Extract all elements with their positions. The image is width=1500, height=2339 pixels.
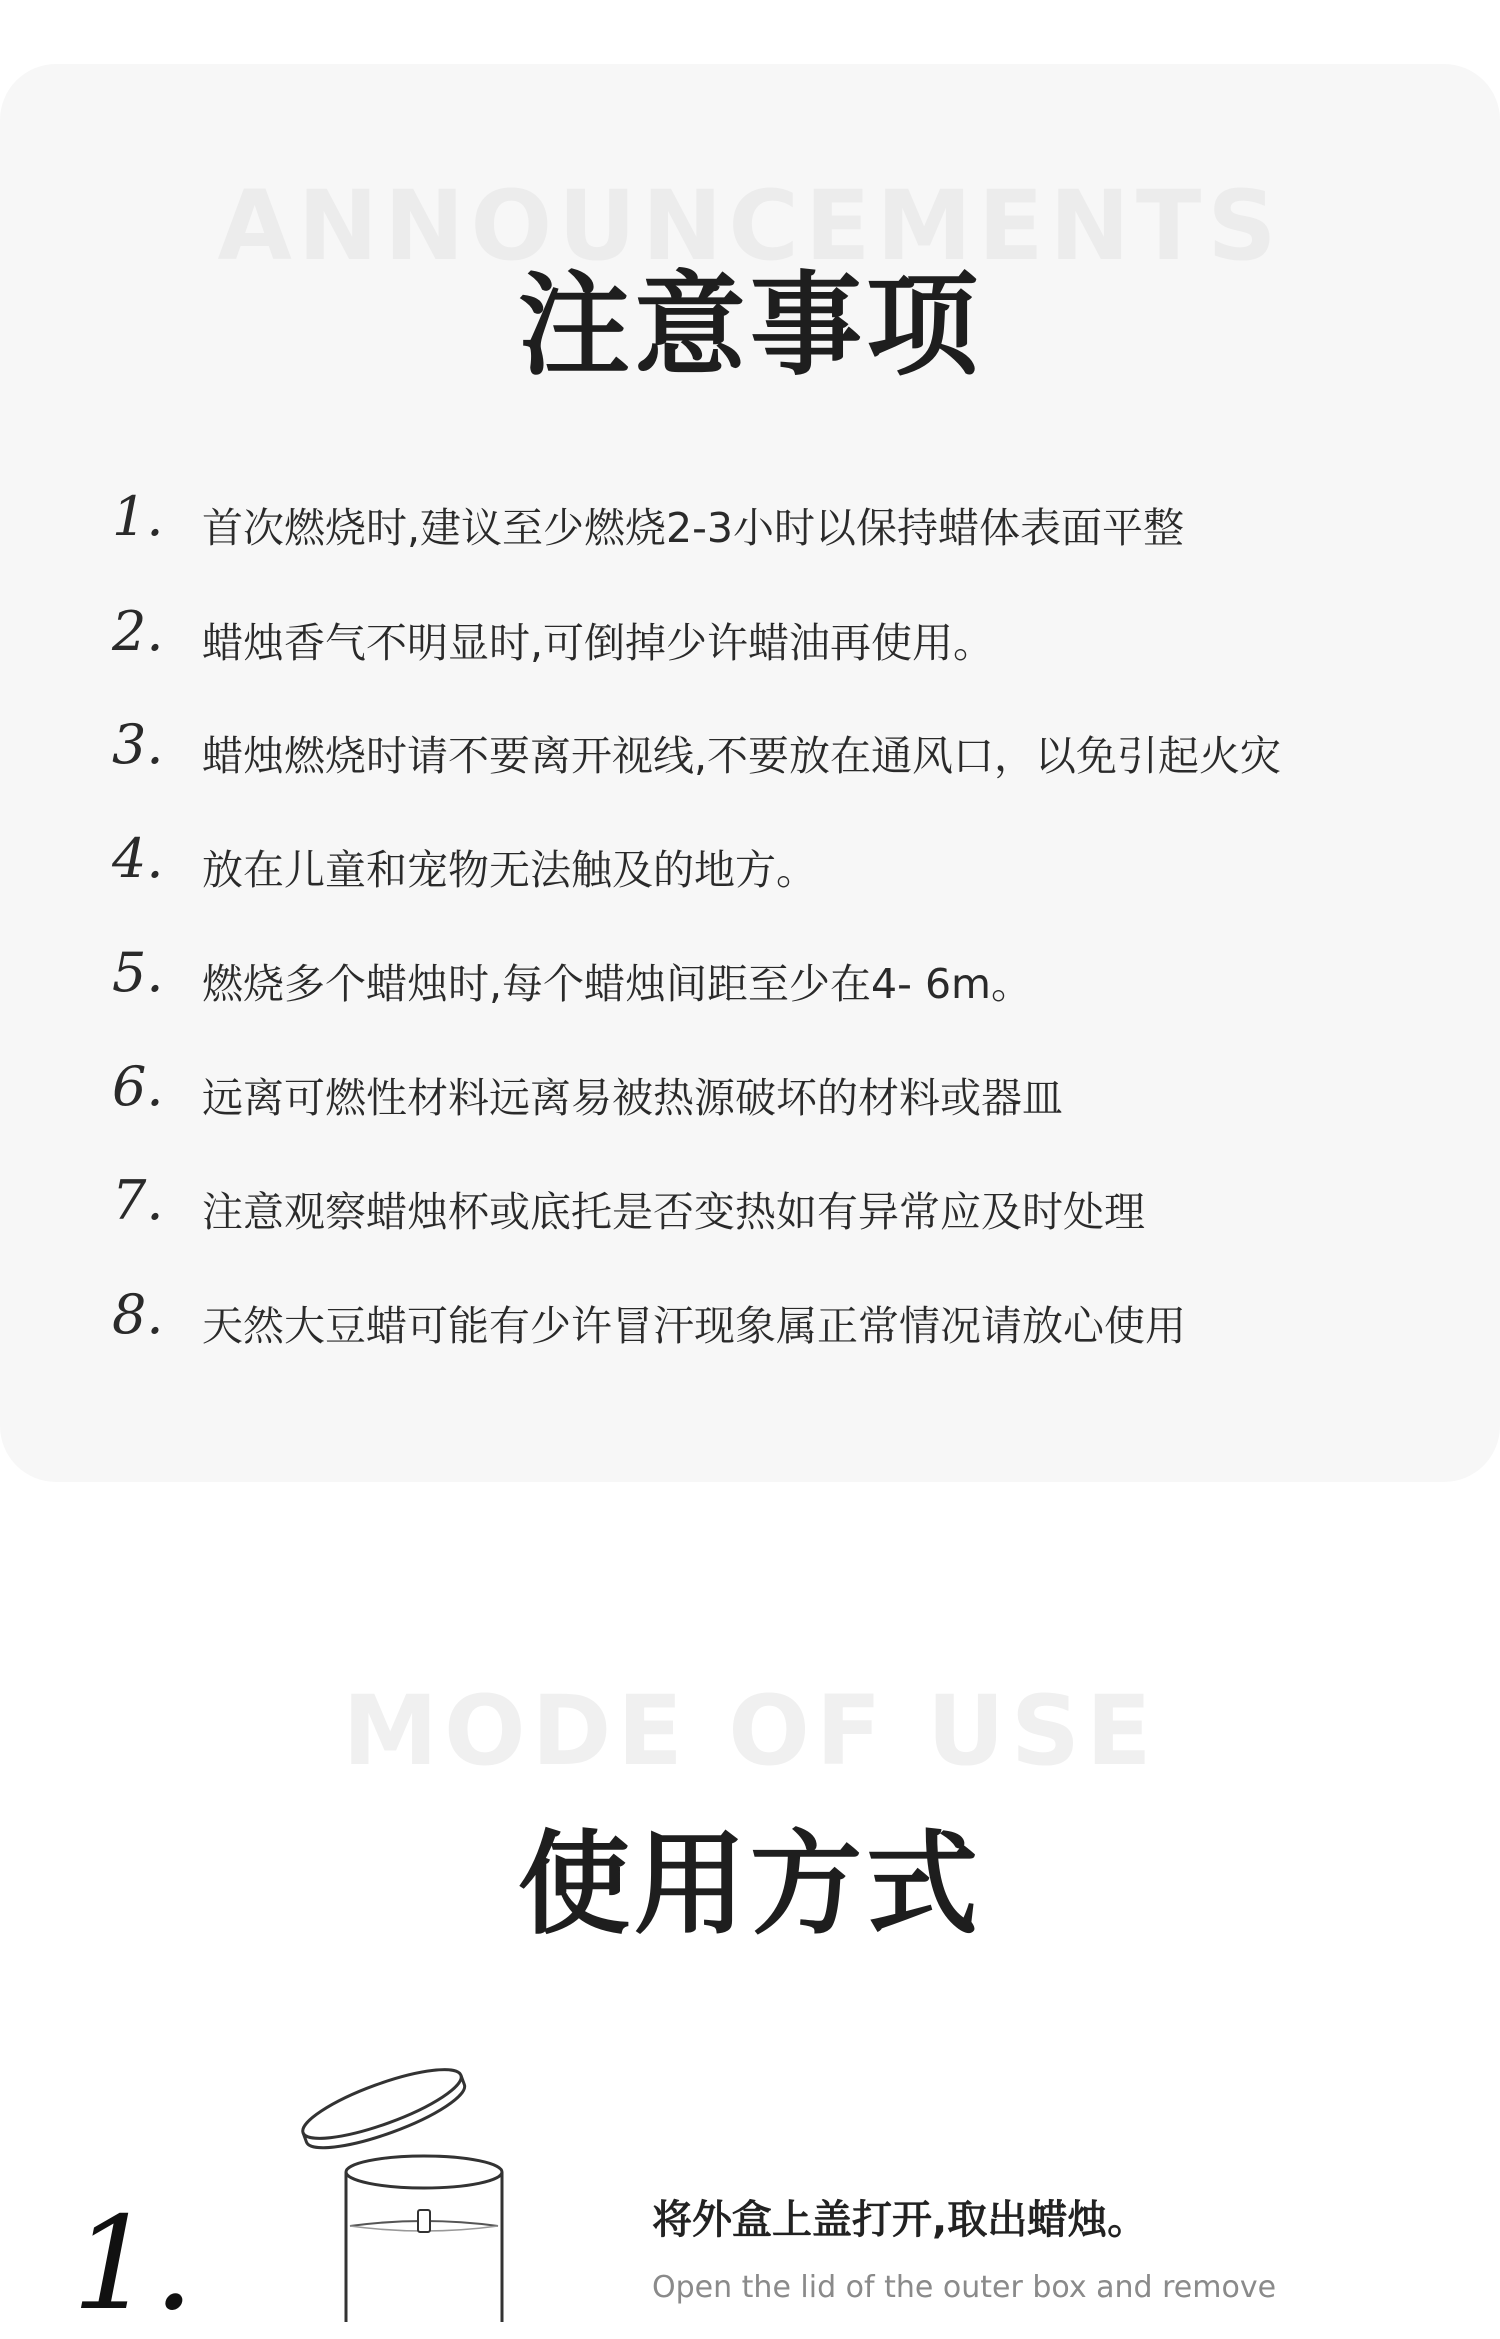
list-item [0, 1055, 1500, 1135]
item-number: 4. [112, 827, 164, 890]
item-number: 8. [112, 1283, 164, 1346]
item-text: 放在儿童和宠物无法触及的地方。 [202, 846, 817, 894]
usage-step [0, 2040, 1500, 2339]
list-item [0, 1169, 1500, 1249]
candle-jar-with-lid-icon [270, 2040, 530, 2322]
list-item [0, 485, 1500, 565]
item-text: 远离可燃性材料远离易被热源破坏的材料或器皿 [202, 1074, 1063, 1122]
item-text: 蜡烛香气不明显时,可倒掉少许蜡油再使用。 [202, 619, 995, 667]
mode-of-use-watermark: MODE OF USE [342, 1675, 1158, 1787]
item-text: 首次燃烧时,建议至少燃烧2-3小时以保持蜡体表面平整 [202, 504, 1184, 552]
item-text: 注意观察蜡烛杯或底托是否变热如有异常应及时处理 [202, 1188, 1145, 1236]
item-number: 1. [112, 485, 164, 548]
item-text: 燃烧多个蜡烛时,每个蜡烛间距至少在4- 6m。 [202, 960, 1032, 1008]
item-number: 3. [112, 713, 164, 776]
item-number: 6. [112, 1055, 164, 1118]
list-item [0, 827, 1500, 907]
step-title: 将外盒上盖打开,取出蜡烛。 [652, 2197, 1148, 2243]
item-text: 蜡烛燃烧时请不要离开视线,不要放在通风口，以免引起火灾 [202, 732, 1282, 780]
step-number: 1. [72, 2190, 195, 2339]
item-number: 2. [112, 600, 164, 663]
list-item [0, 600, 1500, 680]
list-item [0, 713, 1500, 793]
item-number: 5. [112, 941, 164, 1004]
list-item [0, 1283, 1500, 1363]
item-text: 天然大豆蜡可能有少许冒汗现象属正常情况请放心使用 [202, 1302, 1186, 1350]
step-description: Open the lid of the outer box and remove [652, 2270, 1277, 2305]
mode-of-use-title: 使用方式 [518, 1820, 982, 1950]
announcements-title: 注意事项 [518, 261, 982, 391]
list-item [0, 941, 1500, 1021]
announcements-watermark: ANNOUNCEMENTS [217, 170, 1283, 282]
item-number: 7. [112, 1169, 164, 1232]
